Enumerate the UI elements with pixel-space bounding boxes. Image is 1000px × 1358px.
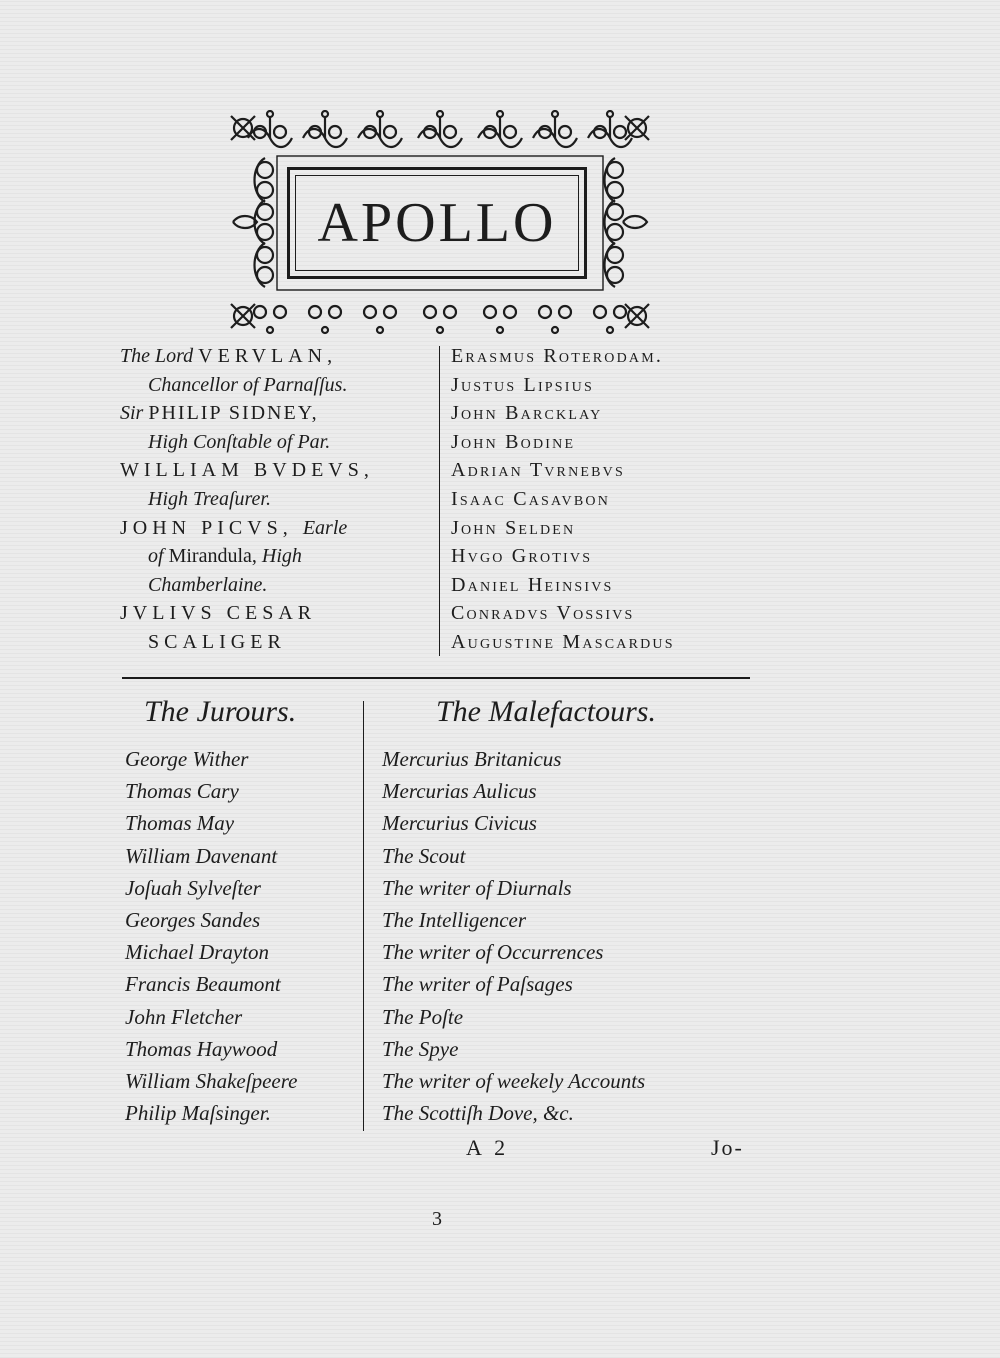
scholar-name: Hvgo Grotivs xyxy=(451,545,593,568)
juror-name: Thomas Haywood xyxy=(125,1036,278,1061)
officer-text: Chamberlaine. xyxy=(148,573,268,596)
officer-text: The Lord xyxy=(120,345,199,367)
scholar-name: Isaac Casavbon xyxy=(451,487,611,510)
officer-text: of xyxy=(148,545,169,568)
malefactor-name: The writer of Occurrences xyxy=(382,940,604,965)
officer-line xyxy=(120,371,432,400)
scholar-name: John Barcklay xyxy=(451,402,603,425)
officer-text: Earle xyxy=(302,516,348,539)
officer-line xyxy=(120,428,432,457)
malefactor-name: The Spye xyxy=(382,1036,459,1061)
officer-text: JOHN PICVS, xyxy=(120,516,303,539)
officer-line xyxy=(120,399,432,428)
jurors-heading: The Jurours. xyxy=(144,695,297,728)
column-divider xyxy=(439,346,440,656)
officer-line xyxy=(120,514,432,543)
signature-mark: A 2 xyxy=(466,1135,510,1160)
ornamental-title-frame xyxy=(225,110,655,335)
officer-text: High Conſtable of Par. xyxy=(148,430,331,453)
juror-name: Francis Beaumont xyxy=(125,972,281,997)
title-box xyxy=(287,167,587,279)
malefactor-name: Mercurias Aulicus xyxy=(382,779,537,804)
officer-line xyxy=(120,342,432,371)
officer-line xyxy=(120,542,432,571)
jurors-list xyxy=(125,743,361,1129)
officer-text: High xyxy=(261,545,302,568)
officer-line xyxy=(120,599,432,628)
malefactors-heading: The Malefactours. xyxy=(436,695,656,728)
malefactor-name: The Scout xyxy=(382,843,466,868)
officer-line xyxy=(120,628,432,657)
officer-text: Sir xyxy=(120,402,149,425)
page-number: 3 xyxy=(432,1208,442,1230)
officer-text: WILLIAM BVDEVS, xyxy=(120,459,374,482)
officer-text: VERVLAN, xyxy=(198,345,338,367)
officer-text: SCALIGER xyxy=(148,630,286,653)
officer-text: PHILIP SIDNEY, xyxy=(148,402,319,425)
malefactor-name: The writer of Paſsages xyxy=(382,972,573,997)
juror-name: Georges Sandes xyxy=(125,907,261,932)
scholar-name: Daniel Heinsivs xyxy=(451,573,614,596)
officer-line xyxy=(120,485,432,514)
juror-name: Thomas Cary xyxy=(125,779,239,804)
juror-name: Philip Maſsinger. xyxy=(125,1101,271,1126)
scholar-name: Erasmus Roterodam. xyxy=(451,345,664,367)
jurors-malefactors-section xyxy=(120,695,760,1135)
scholar-name: Conradvs Vossivs xyxy=(451,602,635,625)
scholar-name: Augustine Mascardus xyxy=(451,630,675,653)
scholar-name: John Bodine xyxy=(451,430,576,453)
juror-name: Joſuah Sylveſter xyxy=(125,875,261,900)
malefactor-name: The writer of weekely Accounts xyxy=(382,1068,646,1093)
malefactor-name: Mercurius Civicus xyxy=(382,811,537,836)
malefactor-name: The Poſte xyxy=(382,1004,464,1029)
juror-name: William Davenant xyxy=(125,843,278,868)
juror-name: John Fletcher xyxy=(125,1004,243,1029)
officer-line xyxy=(120,571,432,600)
juror-name: Michael Drayton xyxy=(125,940,270,965)
officer-text: Mirandula, xyxy=(168,545,262,568)
page-title: APOLLO xyxy=(317,192,557,254)
column-divider xyxy=(363,701,364,1131)
officers-right-column xyxy=(451,342,761,657)
juror-name: William Shakeſpeere xyxy=(125,1068,298,1093)
malefactor-name: The Intelligencer xyxy=(382,907,527,932)
catchword: Jo- xyxy=(711,1135,744,1160)
officers-table xyxy=(120,342,760,662)
juror-name: Thomas May xyxy=(125,811,235,836)
malefactor-name: The Scottiſh Dove, &c. xyxy=(382,1101,574,1126)
officer-line xyxy=(120,456,432,485)
scholar-name: John Selden xyxy=(451,516,576,539)
scholar-name: Adrian Tvrnebvs xyxy=(451,459,625,482)
malefactors-list xyxy=(382,743,762,1129)
juror-name: George Wither xyxy=(125,747,249,771)
officers-left-column xyxy=(120,342,432,657)
officer-text: High Treaſurer. xyxy=(148,487,271,510)
malefactor-name: The writer of Diurnals xyxy=(382,875,572,900)
officer-text: JVLIVS CESAR xyxy=(120,602,317,625)
malefactor-name: Mercurius Britanicus xyxy=(382,747,562,771)
officer-text: Chancellor of Parnaſſus. xyxy=(148,373,348,396)
scholar-name: Justus Lipsius xyxy=(451,373,594,396)
horizontal-rule xyxy=(122,677,750,679)
